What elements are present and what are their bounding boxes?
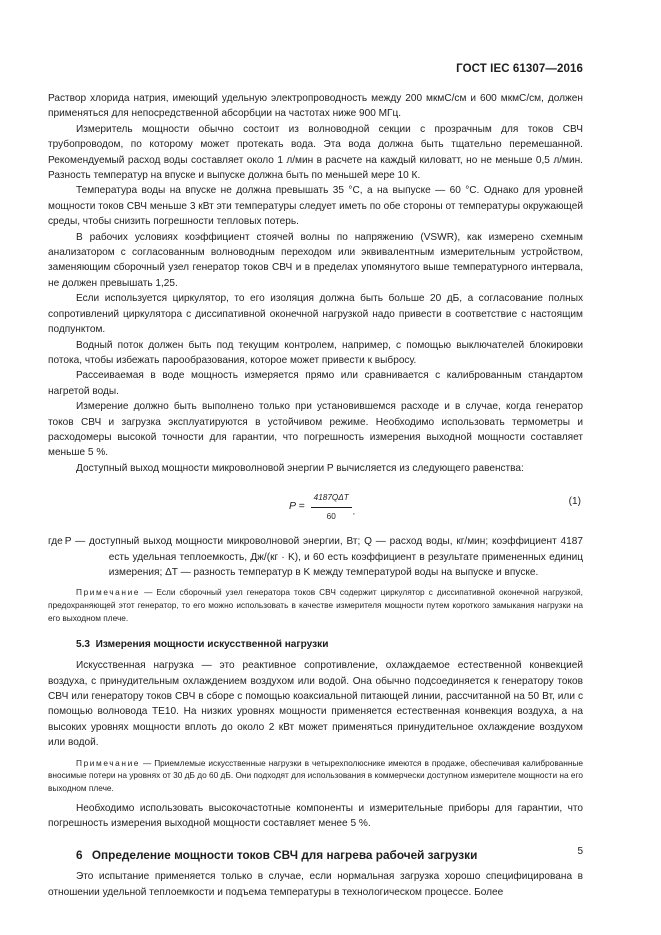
- where-text: P — доступный выход мощности микроволновой энергии, Вт; Q — расход воды, кг/мин; коэффициент 4187 есть удельная теплоемкость, Дж/(кг · K), и 60 есть коэффициент в результате примененных единиц измерения; ΔT — разность температур в K между температурой воды на выпуске и впуске.: [64, 536, 583, 578]
- formula-tail: ,: [352, 507, 355, 517]
- paragraph: Это испытание применяется только в случае, если нормальная загрузка хорошо специфицирована в отношении удельной теплоемкости и подъема температуры в технологическом процессе. Более: [48, 871, 583, 898]
- page-number: 5: [577, 846, 583, 857]
- paragraph: Искусственная нагрузка — это реактивное сопротивление, охлаждаемое естественной конвекцией воздуха, с принудительным охлаждением воздухом или водой. Она обычно подсоединяется к генератору токов СВЧ или генератору токов СВЧ в сборе с помощью коаксиальной питающей линии, рассчитанной на 50 Вт, или с помощью волновода ТЕ10. На низких уровнях мощности применяется естественная конвекция воздуха, а на высоких уровнях мощности вплоть до около 2 кВт может применяться принудительное охлаждение воздухом или водой.: [48, 660, 583, 749]
- paragraph: Раствор хлорида натрия, имеющий удельную электропроводность между 200 мкмС/см и 600 мкмС/см, должен применяться для непосредственной абсорбции на частотах ниже 900 МГц.: [48, 93, 583, 120]
- paragraph: Измерение должно быть выполнено только при установившемся расходе и в случае, когда генератор токов СВЧ и загрузка эксплуатируются в устойчивом режиме. Необходимо использовать термометры и расходомеры высокой точности для гарантии, что погрешность измерения выходной мощности составляет меньше 5 %.: [48, 401, 583, 459]
- paragraph: Температура воды на впуске не должна превышать 35 °С, а на выпуске — 60 °С. Однако для уровней мощности токов СВЧ меньше 3 кВт эти температуры следует иметь по обе стороны от температуры окружающей среды, чтобы снизить погрешности тепловых потерь.: [48, 185, 583, 228]
- paragraph: Необходимо использовать высокочастотные компоненты и измерительные приборы для гарантии, что погрешность измерения выходной мощности составляет менее 5 %.: [48, 803, 583, 830]
- page-header: ГОСТ IEC 61307—2016: [456, 63, 583, 75]
- subsection-title: Измерения мощности искусственной нагрузки: [95, 638, 329, 650]
- where-lead: где: [48, 536, 63, 548]
- note: [48, 757, 583, 795]
- equation: [48, 486, 583, 530]
- subsection-number: 5.3: [76, 638, 91, 650]
- paragraph: В рабочих условиях коэффициент стоячей волны по напряжению (VSWR), как измерено схемным анализатором с согласованным волноводным переходом или эквивалентным измерительным устройством, заменяющим сборочный узел генератор токов СВЧ и в пределах упомянутого выше температурного интервала, не должен превышать 1,25.: [48, 231, 583, 289]
- note-label: Примечание: [76, 757, 141, 768]
- note-text: — Приемлемые искусственные нагрузки в четырехполюснике имеются в продаже, обеспечивая калиброванные вносимые потери на уровнях от 30 дБ до 60 дБ. Они подходят для использования в коммерчески доступном измерителе мощности на его выходном плече.: [48, 757, 583, 794]
- formula-denominator: 60: [326, 511, 336, 521]
- formula-lhs: P =: [289, 500, 305, 513]
- note-text: — Если сборочный узел генератора токов СВЧ содержит циркулятор с диссипативной оконечной нагрузкой, предохраняющей этот генератор, то его можно использовать в качестве измерителя мощности путем короткого замыкания нагрузки на его выходном плече.: [48, 587, 583, 623]
- formula-numerator: 4187QΔT: [311, 490, 352, 507]
- formula: [289, 490, 355, 524]
- formula-definitions: [48, 534, 583, 580]
- note-label: Примечание: [76, 587, 141, 598]
- paragraph: Измеритель мощности обычно состоит из волноводной секции с прозрачным для токов СВЧ трубопроводом, по которому может протекать вода. Эта вода должна быть тщательно перемешанной. Рекомендуемый расход воды составляет около 1 л/мин в расчете на каждый киловатт, но не меньше 0,5 л/мин. Разность температур на впуске и выпуске должна быть по меньшей мере 10 К.: [48, 123, 583, 182]
- paragraph: Водный поток должен быть под текущим контролем, например, с помощью выключателей блокировки потока, чтобы избежать парообразования, которое может привести к выбросу.: [48, 339, 583, 366]
- document-body: [48, 91, 583, 900]
- subsection-heading: [76, 637, 583, 652]
- equation-number: (1): [568, 496, 581, 508]
- section-title: Определение мощности токов СВЧ для нагрева рабочей загрузки: [91, 847, 478, 862]
- paragraph: Если используется циркулятор, то его изоляция должна быть больше 20 дБ, а согласование полных сопротивлений циркулятора с диссипативной оконечной нагрузкой надо привести в соответствие с настоящим подпунктом.: [48, 293, 583, 336]
- section-heading: [76, 848, 583, 863]
- paragraph: Доступный выход мощности микроволновой энергии P вычисляется из следующего равенства:: [76, 462, 524, 474]
- section-number: 6: [76, 847, 83, 862]
- paragraph: Рассеиваемая в воде мощность измеряется прямо или сравнивается с калиброванным стандартом нагретой воды.: [48, 370, 583, 397]
- fraction: [311, 490, 352, 524]
- note: [48, 586, 583, 624]
